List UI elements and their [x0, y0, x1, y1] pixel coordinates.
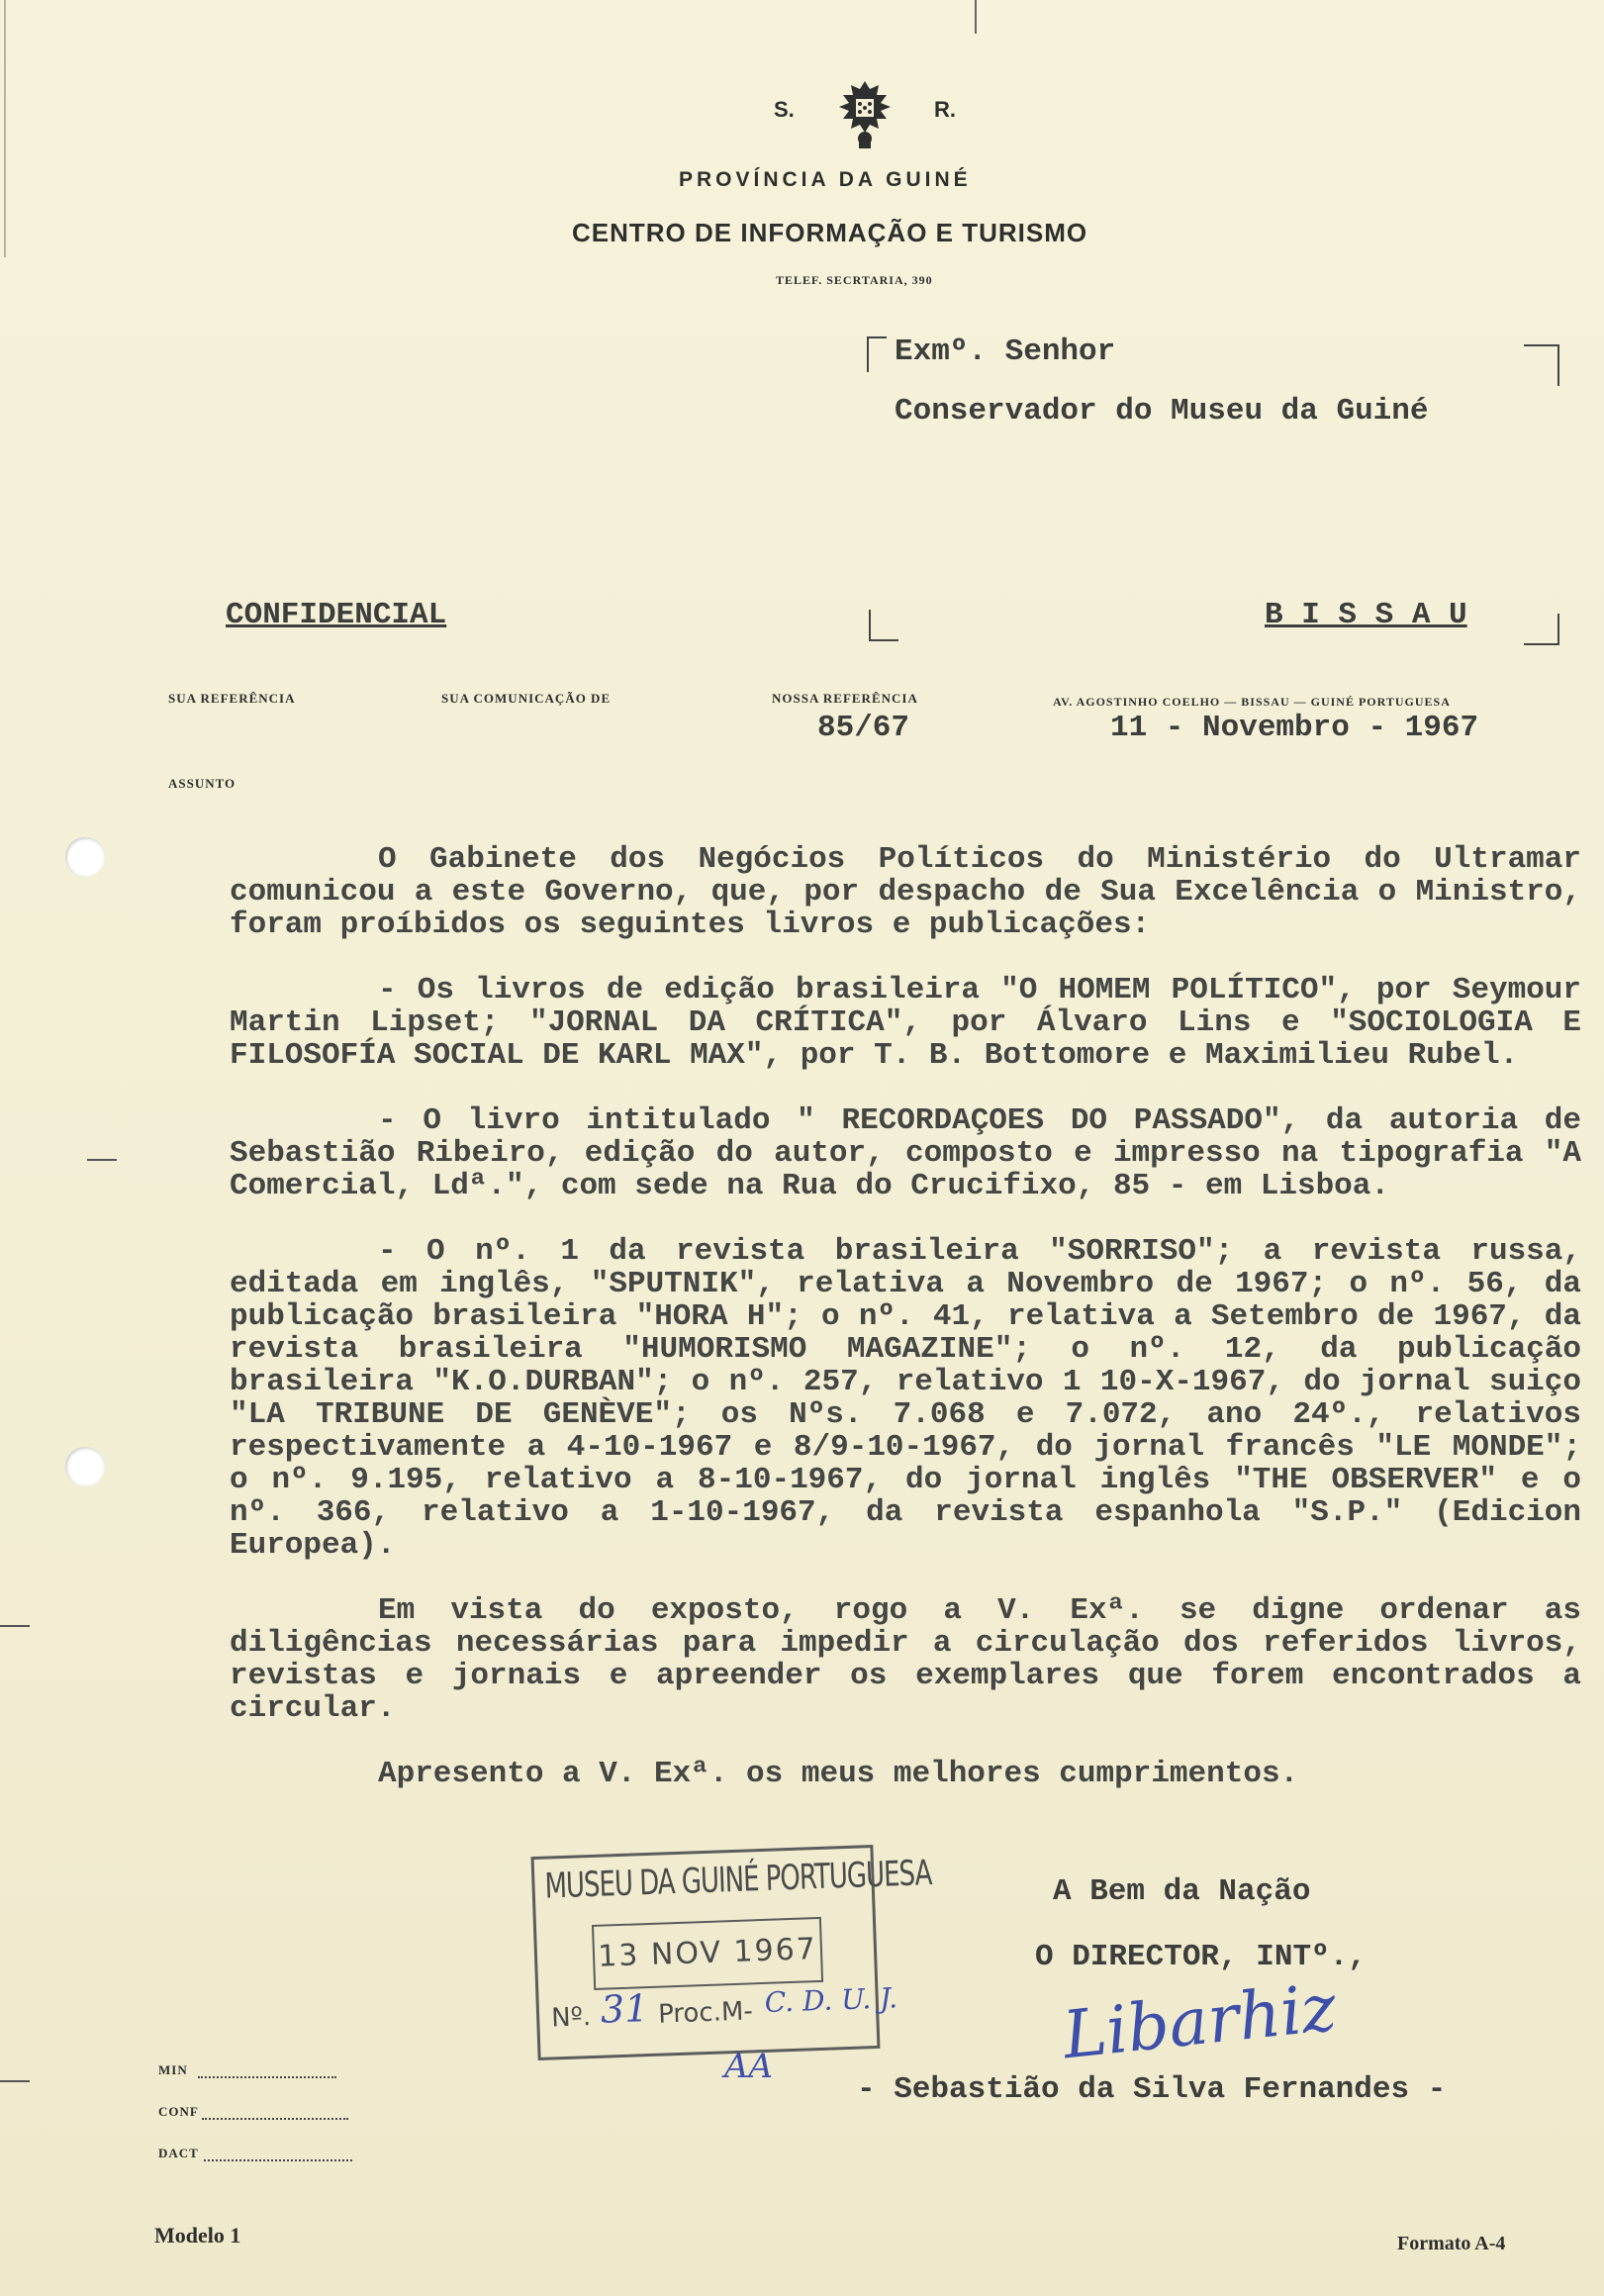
sua-comunicacao-label: SUA COMUNICAÇÃO DE	[441, 691, 612, 706]
body-paragraph-request: Em vista do exposto, rogo a V. Exª. se digne ordenar as diligências necessárias para impedir a circulação dos referidos livros, revistas e jornais e apreender os exemplares que forem encontrados a circular.	[230, 1593, 1581, 1726]
min-label: MIN	[158, 2062, 188, 2077]
stamp-number-label: Nº.	[550, 2002, 592, 2034]
city-bracket-mark	[1524, 614, 1559, 645]
sr-left-label: S.	[774, 97, 795, 122]
handwritten-signature: Libarhiz	[1059, 1968, 1340, 2074]
phone-line: TELEF. SECRTARIA, 390	[776, 273, 933, 287]
min-dotted-line	[198, 2076, 336, 2078]
punch-hole-top	[65, 837, 105, 877]
dact-label: DACT	[158, 2146, 199, 2160]
stamp-title: MUSEU DA GUINÉ PORTUGUESA	[543, 1853, 932, 1908]
body-paragraph-intro: O Gabinete dos Negócios Políticos do Ministério do Ultramar comunicou a este Governo, que, por despacho de Sua Excelência o Ministro, foram proíbidos os seguintes livros e publicações:	[230, 842, 1581, 942]
museum-receipt-stamp	[531, 1845, 932, 2060]
nossa-referencia-label: NOSSA REFERÊNCIA	[772, 691, 918, 706]
stamp-proc-value: C. D. U. J.	[764, 1981, 898, 2019]
addressee-title: Conservador do Museu da Guiné	[895, 394, 1429, 429]
stamp-number-value: 31	[600, 1986, 650, 2032]
margin-fold-mark	[0, 1625, 30, 1627]
address-line: AV. AGOSTINHO COELHO — BISSAU — GUINÉ PORTUGUESA	[1053, 695, 1451, 709]
city-label: B I S S A U	[1265, 598, 1467, 632]
format-label: Formato A-4	[1397, 2233, 1506, 2254]
address-bracket-right	[1524, 344, 1559, 386]
signatory-name: - Sebastião da Silva Fernandes -	[857, 2072, 1447, 2107]
stamp-initials: AA	[724, 2047, 774, 2086]
dact-dotted-line	[204, 2159, 352, 2161]
body-paragraph-periodicals: - O nº. 1 da revista brasileira "SORRISO"; a revista russa, editada em inglês, "SPUTNIK", relativa a Novembro de 1967; o nº. 56, da publicação brasileira "HORA H"; o nº. 41, relativa a Setembro de 1967, da revista brasileira "HUMORISMO MAGAZINE"; o nº. 12, da publicação brasileira "K.O.DURBAN"; o nº. 257, relativo 1 10-X-1967, do jornal suiço "LA TRIBUNE DE GENÈVE"; os Nºs. 7.068 e 7.072, ano 24º., relativos respectivamente a 4-10-1967 e 8/9-10-1967, do jornal francês "LE MONDE"; o nº. 9.195, relativo a 8-10-1967, do jornal inglês "THE OBSERVER" e o nº. 366, relativo a 1-10-1967, da revista espanhola "S.P." (Edicion Europea).	[230, 1234, 1581, 1563]
left-edge-line	[4, 0, 6, 257]
stamp-date: 13 NOV 1967	[592, 1917, 823, 1990]
assunto-label: ASSUNTO	[168, 776, 236, 791]
conf-label: CONF	[158, 2104, 199, 2119]
punch-hole-bottom	[65, 1447, 105, 1486]
margin-fold-mark	[0, 2080, 30, 2082]
province-heading: PROVÍNCIA DA GUINÉ	[679, 168, 972, 191]
addressee-salutation: Exmº. Senhor	[895, 335, 1116, 369]
address-bracket-left	[867, 336, 887, 372]
classification-label: CONFIDENCIAL	[226, 598, 447, 632]
margin-fold-mark	[87, 1159, 117, 1161]
letter-date: 11 - Novembro - 1967	[1110, 711, 1479, 745]
middle-bracket-mark	[869, 610, 898, 641]
model-label: Modelo 1	[154, 2223, 241, 2248]
sua-referencia-label: SUA REFERÊNCIA	[168, 691, 296, 706]
body-paragraph-book-recordacoes: - O livro intitulado " RECORDAÇOES DO PASSADO", da autoria de Sebastião Ribeiro, edição do autor, composto e impresso na tipografia "A Comercial, Ldª.", com sede na Rua do Crucifixo, 85 - em Lisboa.	[230, 1103, 1581, 1203]
body-paragraph-books-brazil: - Os livros de edição brasileira "O HOMEM POLÍTICO", por Seymour Martin Lipset; "JORNAL DA CRÍTICA", por Álvaro Lins e "SOCIOLOGIA E FILOSOFÍA SOCIAL DE KARL MAX", por T. B. Bottomore e Maximilieu Rubel.	[230, 973, 1581, 1073]
conf-dotted-line	[202, 2118, 348, 2120]
nossa-referencia-value: 85/67	[817, 711, 910, 745]
letter-body	[230, 843, 1581, 1790]
top-center-mark	[975, 0, 977, 34]
body-closing: Apresento a V. Exª. os meus melhores cumprimentos.	[378, 1757, 1299, 1791]
stamp-proc-label: Proc.M-	[657, 1996, 754, 2030]
centre-heading: CENTRO DE INFORMAÇÃO E TURISMO	[572, 218, 1088, 247]
coat-of-arms-emblem-icon	[823, 77, 906, 150]
sr-right-label: R.	[934, 97, 956, 122]
director-role: O DIRECTOR, INTº.,	[1035, 1940, 1367, 1974]
motto-line: A Bem da Nação	[1053, 1874, 1311, 1909]
